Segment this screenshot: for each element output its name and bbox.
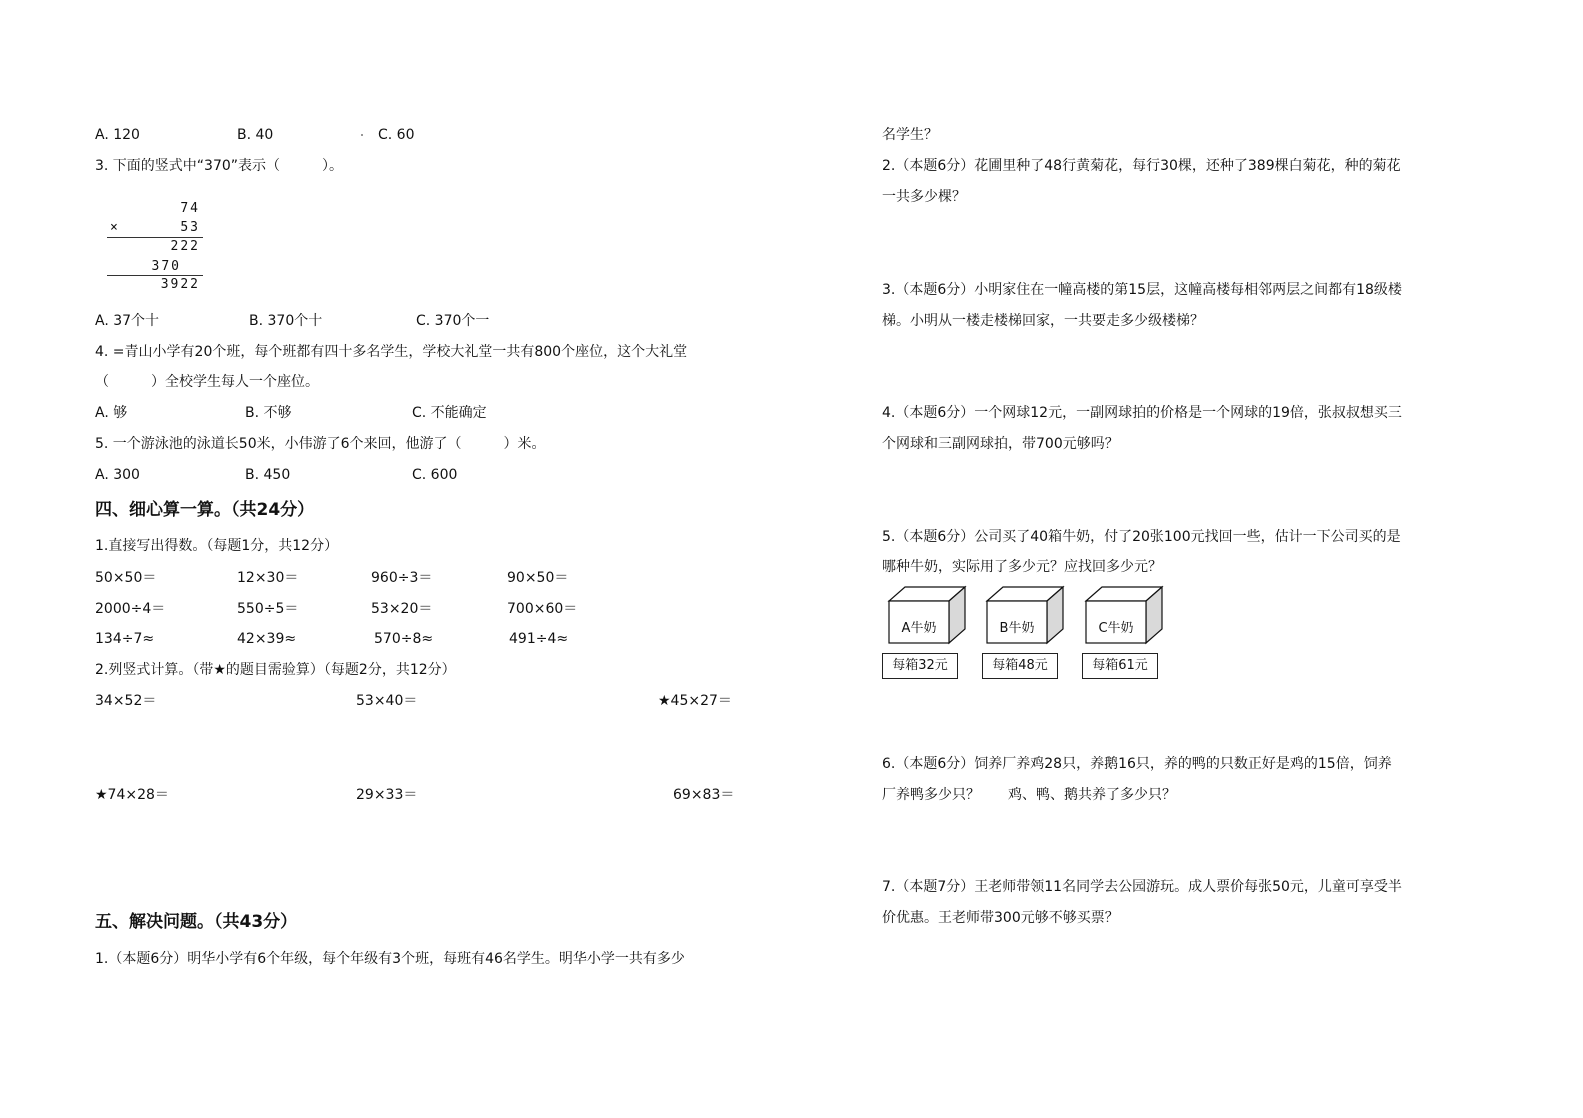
problem-3-line-2: 梯。小明从一楼走楼梯回家，一共要走多少级楼梯？ xyxy=(882,313,1204,329)
problem-6-line-2: 厂养鸭多少只？ 鸡、鸭、鹅共养了多少只？ xyxy=(882,787,1176,803)
milk-box-c-label: C牛奶 xyxy=(1098,621,1134,636)
calc-item: 700×60＝ xyxy=(507,601,578,617)
calc-item: 550÷5＝ xyxy=(237,601,299,617)
q4-line-2: （ ）全校学生每人一个座位。 xyxy=(95,374,319,390)
problem-7-line-2: 价优惠。王老师带300元够不够买票？ xyxy=(882,910,1119,926)
section-4-title: 四、细心算一算。（共24分） xyxy=(95,500,315,520)
milk-box-a-icon xyxy=(887,585,967,647)
milk-box-c-price: 每箱61元 xyxy=(1082,653,1158,679)
milk-box-a-label: A牛奶 xyxy=(901,621,937,636)
section-5-title: 五、解决问题。（共43分） xyxy=(95,912,298,932)
calc-item: 960÷3＝ xyxy=(371,570,433,586)
stray-dot xyxy=(361,134,363,136)
calc-item: 50×50＝ xyxy=(95,570,157,586)
calc-item: 491÷4≈ xyxy=(509,631,569,647)
vertical-row-2: 53 xyxy=(180,220,200,235)
q4-option-a: A. 够 xyxy=(95,405,128,421)
vertical-line-2 xyxy=(107,275,203,276)
problem-2-line-1: 2.（本题6分）花圃里种了48行黄菊花，每行30棵，还种了389棵白菊花，种的菊花 xyxy=(882,158,1401,174)
vertical-row-1: 74 xyxy=(180,201,200,216)
problem-2-line-2: 一共多少棵？ xyxy=(882,189,966,205)
q3-text: 3. 下面的竖式中“370”表示（ ）。 xyxy=(95,158,344,174)
q2-option-b: B. 40 xyxy=(237,127,274,143)
problem-4-line-1: 4.（本题6分）一个网球12元，一副网球拍的价格是一个网球的19倍，张叔叔想买三 xyxy=(882,405,1402,421)
problem-3-line-1: 3.（本题6分）小明家住在一幢高楼的第15层，这幢高楼每相邻两层之间都有18级楼 xyxy=(882,282,1402,298)
problem-1-continued: 名学生？ xyxy=(882,127,938,143)
q5-option-b: B. 450 xyxy=(245,467,291,483)
vertical-calc-item: 69×83＝ xyxy=(673,787,735,803)
milk-box-b-label: B牛奶 xyxy=(999,621,1035,636)
multiply-sign: × xyxy=(110,220,118,235)
q2-option-c: C. 60 xyxy=(378,127,415,143)
q4-option-c: C. 不能确定 xyxy=(412,405,487,421)
problem-5-line-2: 哪种牛奶，实际用了多少元？应找回多少元？ xyxy=(882,559,1162,575)
q3-option-b: B. 370个十 xyxy=(249,313,323,329)
calc-item: 134÷7≈ xyxy=(95,631,155,647)
milk-box-b-price: 每箱48元 xyxy=(982,653,1058,679)
calc-item: 42×39≈ xyxy=(237,631,297,647)
vertical-row-4: 370 xyxy=(151,259,181,274)
section-4-sub-2: 2.列竖式计算。（带★的题目需验算）（每题2分，共12分） xyxy=(95,662,456,678)
problem-6-line-1: 6.（本题6分）饲养厂养鸡28只，养鹅16只，养的鸭的只数正好是鸡的15倍，饲养 xyxy=(882,756,1392,772)
q5-text: 5. 一个游泳池的泳道长50米，小伟游了6个来回，他游了（ ）米。 xyxy=(95,436,546,452)
problem-5-line-1: 5.（本题6分）公司买了40箱牛奶，付了20张100元找回一些，估计一下公司买的是 xyxy=(882,529,1401,545)
vertical-calc-item: 34×52＝ xyxy=(95,693,157,709)
calc-item: 90×50＝ xyxy=(507,570,569,586)
vertical-line-1 xyxy=(107,237,203,238)
q5-option-a: A. 300 xyxy=(95,467,140,483)
milk-box-c-icon xyxy=(1084,585,1164,647)
calc-item: 570÷8≈ xyxy=(374,631,434,647)
section-4-sub-1: 1.直接写出得数。（每题1分，共12分） xyxy=(95,538,339,554)
vertical-calc-item: 53×40＝ xyxy=(356,693,418,709)
calc-item: 53×20＝ xyxy=(371,601,433,617)
problem-7-line-1: 7.（本题7分）王老师带领11名同学去公园游玩。成人票价每张50元，儿童可享受半 xyxy=(882,879,1402,895)
milk-box-b-icon xyxy=(985,585,1065,647)
q4-option-b: B. 不够 xyxy=(245,405,292,421)
q3-option-a: A. 37个十 xyxy=(95,313,160,329)
milk-box-a-price: 每箱32元 xyxy=(882,653,958,679)
problem-1-line-1: 1.（本题6分）明华小学有6个年级，每个年级有3个班，每班有46名学生。明华小学一共有多少 xyxy=(95,951,685,967)
q3-option-c: C. 370个一 xyxy=(416,313,490,329)
problem-4-line-2: 个网球和三副网球拍，带700元够吗？ xyxy=(882,436,1119,452)
q5-option-c: C. 600 xyxy=(412,467,458,483)
calc-item: 2000÷4＝ xyxy=(95,601,166,617)
vertical-row-5: 3922 xyxy=(160,277,200,292)
vertical-calc-item: 29×33＝ xyxy=(356,787,418,803)
q4-line-1: 4. =青山小学有20个班，每个班都有四十多名学生，学校大礼堂一共有800个座位，这个大礼堂 xyxy=(95,344,688,360)
vertical-calc-item: ★74×28＝ xyxy=(95,787,169,803)
vertical-row-3: 222 xyxy=(170,239,200,254)
calc-item: 12×30＝ xyxy=(237,570,299,586)
vertical-calc-item: ★45×27＝ xyxy=(658,693,732,709)
q2-option-a: A. 120 xyxy=(95,127,140,143)
